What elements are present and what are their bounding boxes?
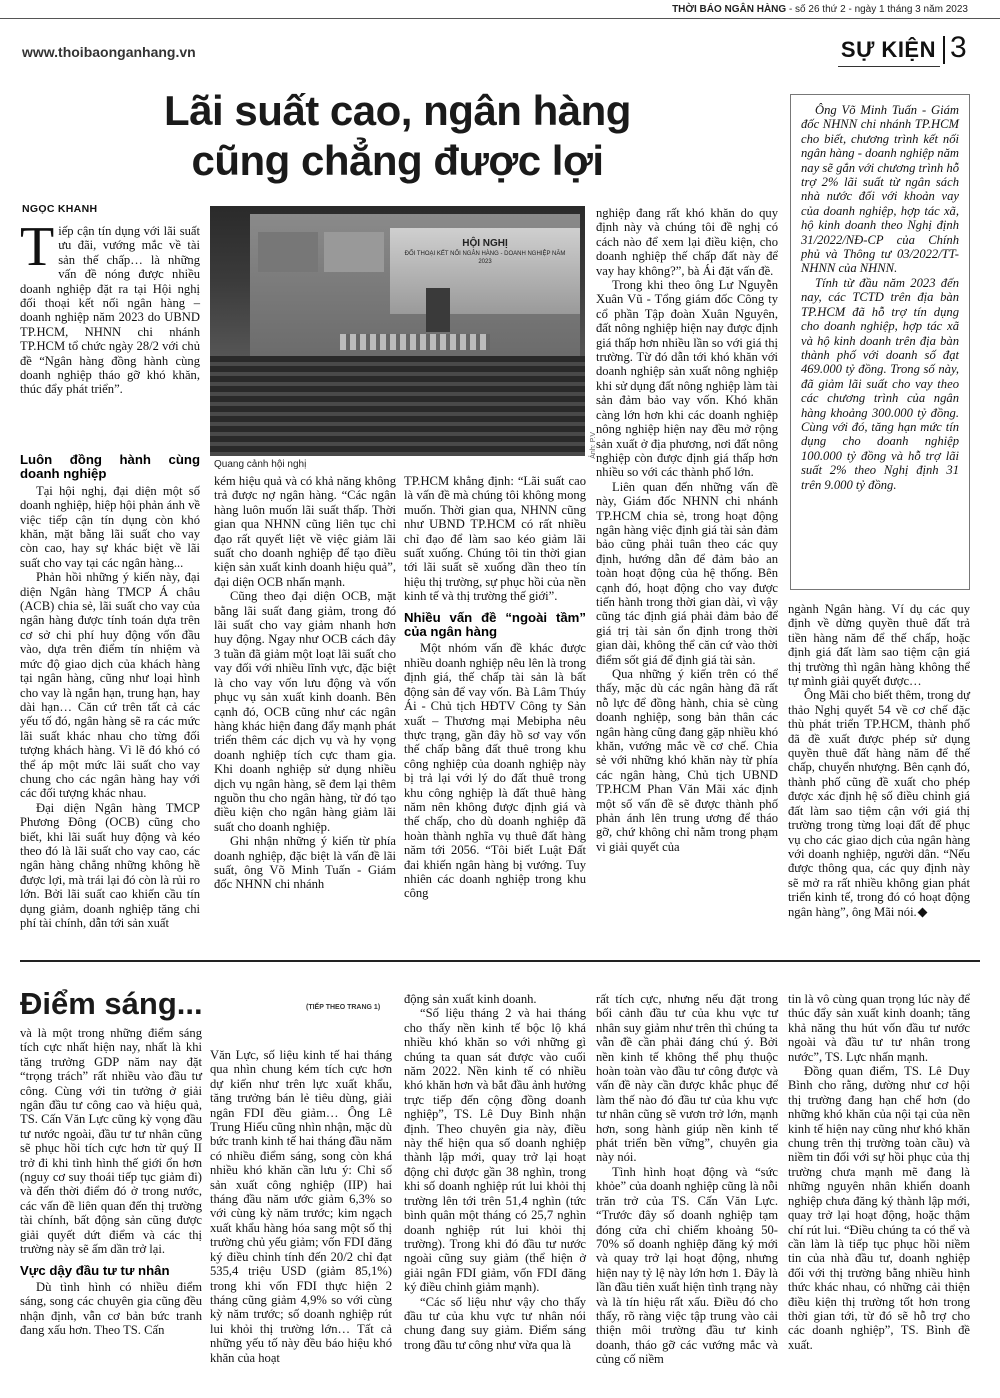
paragraph: Tại hội nghị, đại diện một số doanh nghiệp, hiệp hội phản ánh về việc tiếp cận tín dụng còn khó khăn, mặt bằng lãi suất cho vay còn cao, hay sự khác biệt về lãi suất cho vay tại các ngân hàng... (20, 483, 200, 570)
article2-column-5 (788, 992, 970, 1352)
banner-shape (324, 232, 384, 272)
article-column-5 (788, 602, 970, 919)
paragraph-text: Ông Mãi cho biết thêm, trong dự thảo Nghị quyết 54 về cơ chế đặc thù phát triển TP.HCM, thành phố đã đề xuất được phép sử dụng quyền thuê đất hàng năm để thế chấp, chuyển nhượng. Bên cạnh đó, thành phố cũng đề xuất cho phép được xác định hệ số điều chỉnh giá đất làm sao tiệm cận với giá thị trường trong từng loại đất để phục vụ cho các giao dịch của ngân hàng với doanh nghiệp, người dân. “Nếu được thông qua, các quy định này sẽ mở ra rất nhiều không gian phát triển kinh tế, trong đó có hoạt động ngân hàng”, ông Mãi nói. (788, 688, 970, 919)
paragraph: Cũng theo đại diện OCB, mặt bằng lãi suất đang giảm, trong đó lãi suất cho vay giảm nhanh hơn huy động. Ngay như OCB cách đây 3 tuần đã giảm một loạt lãi suất cho vay đối với nhiều lĩnh vực, đặc biệt là cho vay vốn lưu động và vốn phục vụ sản xuất kinh doanh. Bên cạnh đó, OCB cũng như các ngân hàng khác hiện đang đẩy mạnh phát triển thêm các dịch vụ và hy vọng doanh nghiệp tích cực tham gia. Khi doanh nghiệp sử dụng nhiều dịch vụ ngân hàng, sẽ đem lại thêm nguồn thu cho ngân hàng, từ đó tạo điều kiện cho ngân hàng giảm lãi suất cho doanh nghiệp. (214, 589, 396, 834)
conference-photo (210, 206, 585, 456)
paragraph: rất tích cực, nhưng nếu đặt trong bối cảnh đầu tư của khu vực tư nhân suy giảm như trên thì chúng ta vẫn đề cần phải đáng chú ý. Bởi nền kinh tế không thể phụ thuộc hoàn toàn vào đầu tư công được và vấn đề này cần được khắc phục để làm thế nào đó đầu tư của khu vực tư nhân cũng sẽ vươn trở lớn, mạnh hơn, song hành giúp nền kinh tế phát triển bền vững”, chuyên gia này nói. (596, 992, 778, 1165)
paragraph: tin là vô cùng quan trọng lúc này để thúc đẩy sản xuất kinh doanh; tăng khả năng thu hút vốn đầu tư nước ngoài và đầu tư tư nhân trong nước”, TS. Lực nhấn mạnh. (788, 992, 970, 1064)
paragraph: Văn Lực, số liệu kinh tế hai tháng qua nhìn chung kém tích cực hơn dự kiến như trên lực xuất khẩu, tăng trưởng bán lẻ tiêu dùng, giải ngân FDI đều giảm… Ông Lê Trung Hiếu cũng nhìn nhận, mặc dù bức tranh kinh tế hai tháng đầu năm có nhiều điểm sáng, song còn khá nhiều khó khăn cần lưu ý: Chỉ số sản xuất công nghiệp (IIP) hai tháng đầu năm ước giảm 6,3% so với cùng kỳ năm trước; kim ngạch xuất khẩu hàng hóa sang một số thị trường chủ yếu giảm; vốn FDI đăng ký điều chỉnh tính đến 20/2 chỉ đạt 535,4 triệu USD (giảm 85,1%) trong khi vốn FDI thực hiện 2 tháng cũng giảm 4,9% so với cùng kỳ năm trước; số doanh nghiệp rút lui khỏi thị trường lớn… Tất cả những yếu tố này đều báo hiệu khó khăn của hoạt (210, 1048, 392, 1365)
paragraph: “Các số liệu như vậy cho thấy đầu tư của khu vực tư nhân nói chung đang suy giảm. Điểm sáng trong đầu tư công như vừa qua là (404, 1294, 586, 1352)
headline (20, 86, 775, 186)
article2-subhead: Vực dậy đầu tư tư nhân (20, 1262, 170, 1278)
paragraph: Đại diện Ngân hàng TMCP Phương Đông (OCB) cũng cho biết, khi lãi suất huy động và kéo theo đó là lãi suất cho vay cao, các ngân hàng chẳng những không hề được lợi, mà trái lại đó còn là rủi ro lớn. Bởi lãi suất cao khiến cầu tín dụng giảm, doanh nghiệp tăng chi phí tài chính, dẫn tới sản xuất (20, 800, 200, 930)
paragraph: TP.HCM khẳng định: “Lãi suất cao là vấn đề mà chúng tôi không mong muốn. Thời gian qua, NHNN cũng như UBND TP.HCM có rất nhiều chỉ đạo để làm sao kéo giảm lãi suất xuống. Chúng tôi tin thời gian tới lãi suất sẽ xuống dần theo tín hiệu thị trường, sự phục hồi của nền kinh tế và thị trường thế giới”. (404, 474, 586, 604)
paragraph: Dù tình hình có nhiều điểm sáng, song các chuyên gia cũng đều nhận định, vẫn cơ bản bức tranh đang xấu hơn. Theo TS. Cấn (20, 1279, 202, 1338)
paragraph (788, 688, 970, 919)
section-label: SỰ KIỆN (840, 37, 936, 62)
dropcap: T (20, 216, 55, 278)
article2-title: Điểm sáng... (20, 986, 203, 1021)
photo-caption: Quang cảnh hội nghị (214, 459, 307, 470)
paragraph: ngành Ngân hàng. Ví dụ các quy định về dừng quyền thuê đất trả tiền hàng năm để thế chấp, hoặc định giá đất làm sao tiệm cận giá thị trường thì ngân hàng không thể tự mình giải quyết được… (788, 602, 970, 689)
stage-screen (390, 228, 580, 314)
sidebar-paragraph: Tính từ đầu năm 2023 đến nay, các TCTD trên địa bàn TP.HCM đã hỗ trợ tín dụng cho doanh nghiệp, hợp tác xã và hộ kinh doanh trên địa bàn thành phố với doanh số đạt 469.000 tỷ đồng. Trong số này, đã giảm lãi suất cho vay theo các chương trình của ngân hàng khoảng 300.000 tỷ đồng. Cùng với đó, tăng hạn mức tín dụng cho doanh nghiệp 100.000 tỷ đồng và hỗ trợ lãi suất 2% theo Nghị định 31 trên 9.000 tỷ đồng. (801, 275, 959, 492)
headline-line-2: cũng chẳng được lợi (191, 137, 604, 184)
continued-from: (TIẾP THEO TRANG 1) (306, 1004, 381, 1011)
byline: NGỌC KHANH (22, 203, 98, 215)
article2-column-4 (596, 992, 778, 1367)
masthead (672, 4, 968, 15)
photo-stage (250, 214, 580, 364)
end-mark-icon (917, 907, 927, 917)
photo-credit: Ảnh: P.V (590, 432, 597, 459)
article-column-2 (214, 474, 396, 892)
sidebar-box (790, 94, 970, 590)
top-rule (0, 18, 1000, 19)
paragraph: động sản xuất kinh doanh. (404, 992, 537, 1006)
headline-line-1: Lãi suất cao, ngân hàng (164, 87, 631, 134)
sidebar-paragraph: Ông Võ Minh Tuấn - Giám đốc NHNN chi nhánh TP.HCM cho biết, chương trình kết nối ngân hàng - doanh nghiệp năm nay sẽ gắn với chương trình hỗ trợ 2% lãi suất từ ngân sách nhà nước đối với khoản vay của doanh nghiệp, hợp tác xã, hộ kinh doanh theo Nghị định 31/2022/NĐ-CP của Chính phủ và Thông tư 03/2022/TT-NHNN của NHNN. (801, 103, 959, 276)
paragraph: Tình hình hoạt động và “sức khỏe” của doanh nghiệp cũng là nỗi trăn trở của TS. Cấn Văn Lực. “Trước đây số doanh nghiệp tạm đóng cửa chỉ chiếm khoảng 50-70% số doanh nghiệp đăng ký mới và quay trở lại hoạt động, nhưng hiện nay tỷ lệ này lớn hơn 1. Đây là lần đầu tiên xuất hiện tình trạng này và là tín hiệu rất xấu. Điều đó cho thấy, rõ ràng việc tập trung vào cải thiện môi trường đầu tư kinh doanh, tháo gỡ các vướng mắc và củng cố niềm (596, 1164, 778, 1367)
subhead-2: Nhiều vấn đề “ngoài tầm” của ngân hàng (404, 609, 586, 640)
lead-paragraph (20, 216, 200, 397)
flag-shape (258, 232, 318, 272)
paragraph: Trong khi theo ông Lư Nguyễn Xuân Vũ - Tổng giám đốc Công ty cổ phần Tập đoàn Xuân Nguyên, đất nông nghiệp hiện nay được định giá thấp hơn nhiều lần so với giá thị trường. Từ đó dẫn tới khó khăn với doanh nghiệp sản xuất nông nghiệp khi sử dụng đất nông nghiệp làm tài sản đảm bảo vay vốn. Khó khăn càng lớn hơn khi các doanh nghiệp nông nghiệp hiện nay đều mở rộng sản xuất ở địa phương, nơi đất nông nghiệp còn được định giá thấp hơn nhiều so với các thành phố lớn. (596, 278, 778, 480)
paragraph: Đồng quan điểm, TS. Lê Duy Bình cho rằng, dường như cơ hội thị trường đang hạn chế hơn (do những khó khăn của nội tại của nền kinh tế hiện nay cũng như khó khăn chung trên thị trường toàn cầu) và niềm tin đối với sự hồi phục của thị trường chưa mạnh mẽ đang là những nguyên nhân khiến doanh nghiệp chưa đăng ký thành lập mới, quay trở lại hoạt động, hoặc thậm chí rút lui. “Điều chúng ta có thể và cần làm là tiếp tục phục hồi niềm tin của nhà đầu tư, doanh nghiệp đối với thị trường bằng nhiều hình thức khác nhau, có những cải thiện điều kiện thị trường tốt hơn trong thời gian tới, từ đó sẽ hỗ trợ cho các doanh nghiệp”, TS. Bình đề xuất. (788, 1064, 970, 1352)
paragraph: Một nhóm vấn đề khác được nhiều doanh nghiệp nêu lên là trong định giá, thế chấp tài sản là bất động sản để vay vốn. Bà Lâm Thúy Ái - Chủ tịch HĐTV Công ty Sản xuất – Thương mại Mebipha nêu thực trạng, gần đây hồ sơ vay vốn thế chấp bằng đất thuê trong khu công nghiệp của doanh nghiệp này bị trả lại với lý do đất thuê trong khu công nghiệp là đất thuê hàng năm nên không được định giá và thế chấp, cho dù doanh nghiệp đã hoàn thành nghĩa vụ thuê đất hàng năm tới 2056. “Tôi biết Luật Đất đai khiến ngân hàng bị vướng. Tuy nhiên các doanh nghiệp trong khu công (404, 641, 586, 901)
article2-column-1 (20, 1026, 202, 1338)
paragraph: “Số liệu tháng 2 và hai tháng cho thấy nền kinh tế bộc lộ khá nhiều khó khăn so với những gì chúng ta quan sát được vào cuối năm 2022. Nền kinh tế có nhiều khó khăn hơn và bắt đầu ảnh hưởng trực tiếp đến cộng đồng doanh nghiệp”, TS. Lê Duy Bình nhận định. Theo chuyên gia này, điều này thể hiện qua số doanh nghiệp thành lập mới, quay trở lại hoạt động chỉ được gần 38 nghìn, trong khi số doanh nghiệp rút lui khỏi thị trường lên tới trên 51,4 nghìn (tức bình quân một tháng có 25,7 nghìn doanh nghiệp rút lui khỏi thị trường). Trong khi đó đầu tư nước ngoài cũng suy giảm (thể hiện ở giải ngân FDI giảm, vốn FDI đăng ký điều chỉnh giảm mạnh). (404, 1006, 586, 1295)
paragraph: Qua những ý kiến trên có thể thấy, mặc dù các ngân hàng đã rất nỗ lực để đồng hành, chia sẻ cùng doanh nghiệp, song bản thân các ngân hàng cũng đang gặp nhiều khó khăn, vướng mắc về cơ chế. Chia sẻ với những khó khăn này từ phía các ngân hàng, Chủ tịch UBND TP.HCM Phan Văn Mãi xác định một số vấn đề sẽ được thành phố phản ánh lên trung ương để tháo gỡ, chứ không chỉ nằm trong phạm vi giải quyết của (596, 667, 778, 854)
article-column-1 (20, 446, 200, 930)
paragraph: và là một trong những điểm sáng tích cực nhất hiện nay, nhất là khi tăng trưởng GDP năm nay đặt “trọng trách” rất nhiều vào đầu tư công. Cùng với tin tưởng ở giải ngân đầu tư công cao và hiệu quả, TS. Cấn Văn Lực cũng kỳ vọng đầu tư nước ngoài, đầu tư tư nhân cũng sẽ phục hồi tích cực hơn từ quý II trở đi khi tình hình thế giới ổn hơn (nguy cơ suy thoái tiếp tục giảm đi) và đến thời điểm đó ở trong nước, các vấn đề liên quan đến thị trường tài chính, bất động sản cũng được giải quyết dứt điểm và các thị trường này sẽ ấm dần trở lại. (20, 1026, 202, 1257)
article-column-4 (596, 206, 778, 854)
screen-subtitle: ĐỐI THOẠI KẾT NỐI NGÂN HÀNG - DOANH NGHIỆP NĂM 2023 (404, 251, 566, 265)
paragraph: Liên quan đến những vấn đề này, Giám đốc NHNN chi nhánh TP.HCM chia sẻ, trong hoạt động ngân hàng việc định giá tài sản đảm bảo cũng phải tuân theo các quy định, hướng dẫn để đảm bảo an toàn hoạt động của hệ thống. Bên cạnh đó, hoạt động cho vay được tiến hành trong thời gian dài, vì vậy cũng tác định giá phải đảm bảo để giá trị tài sản ổn định trong thời gian dài, không thể căn cứ vào thời điểm sốt giá để định giá tài sản. (596, 479, 778, 667)
paragraph: kém hiệu quả và có khả năng không trả được nợ ngân hàng. “Các ngân hàng luôn muốn lãi suất thấp. Thời gian qua NHNN cũng liên tục chỉ đạo rất quyết liệt về việc giảm lãi suất cho doanh nghiệp để tạo điều kiện sản xuất kinh doanh hiệu quả”, đại diện OCB nhấn mạnh. (214, 474, 396, 589)
section-divider (943, 36, 945, 64)
issue-info: - số 26 thứ 2 - ngày 1 tháng 3 năm 2023 (788, 4, 968, 15)
article2-column-3 (404, 992, 586, 1352)
section-underline (838, 66, 940, 67)
audience (210, 356, 585, 456)
screen-title: HỘI NGHỊ (462, 238, 508, 249)
page-number: 3 (950, 31, 967, 64)
podium (426, 288, 450, 332)
article-column-3 (404, 474, 586, 901)
subhead-1: Luôn đồng hành cùng doanh nghiệp (20, 452, 200, 482)
site-url: www.thoibaonganhang.vn (22, 44, 196, 60)
paragraph: nghiệp đang rất khó khăn do quy định này và chúng tôi đề nghị có cách nào để xem lại điều kiện, cho doanh nghiệp thế chấp đất này để vay hay không?”, bà Ái đặt vấn đề. (596, 206, 778, 278)
flowers (340, 334, 490, 350)
article-divider (20, 960, 980, 962)
paragraph: Ghi nhận những ý kiến từ phía doanh nghiệp, đặc biệt là vấn đề lãi suất, ông Võ Minh Tuấn - Giám đốc NHNN chi nhánh (214, 834, 396, 892)
lead-text: iếp cận tín dụng với lãi suất ưu đãi, vướng mắc về tài sản thế chấp… là những vấn đề nóng được nhiều doanh nghiệp đặt ra tại Hội nghị đối thoại kết nối ngân hàng – doanh nghiệp năm 2023 do UBND TP.HCM, NHNN chi nhánh TP.HCM tổ chức ngày 28/2 với chủ đề “Ngân hàng đồng hành cùng doanh nghiệp tháo gỡ khó khăn, thúc đẩy phát triển”. (20, 224, 200, 397)
paragraph: Phản hồi những ý kiến này, đại diện Ngân hàng TMCP Á châu (ACB) chia sẻ, lãi suất cho vay của ngân hàng được tính toán dựa trên cơ sở chi phí huy động vốn đầu vào, dựa trên điểm tín nhiệm và mức độ giao dịch của khách hàng tại ngân hàng, cũng như loại hình cho vay là ngắn hạn, trung hạn, hay dài hạn… Căn cứ trên tất cả các yếu tố đó, ngân hàng sẽ ra các mức lãi suất khác nhau cho từng đối tượng khách hàng. Vì lẽ đó khó có thể áp một mức lãi suất cho vay chung cho các ngân hàng hay với các đối tượng khác nhau. (20, 570, 200, 801)
article2-column-2 (210, 1048, 392, 1365)
paper-name: THỜI BÁO NGÂN HÀNG (672, 4, 787, 15)
